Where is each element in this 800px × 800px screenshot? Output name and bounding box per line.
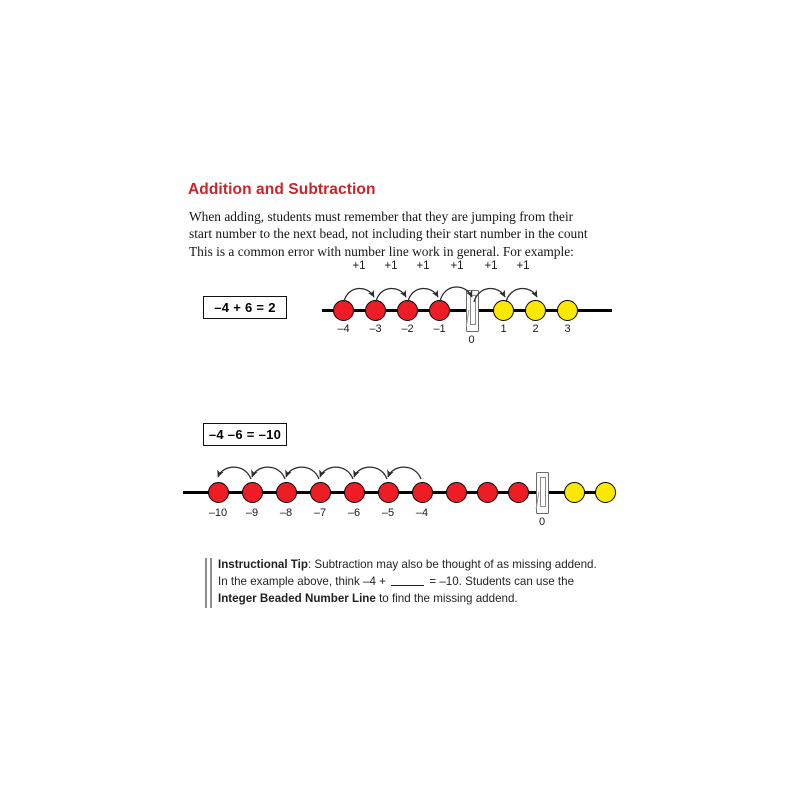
instructional-tip-box — [205, 556, 638, 608]
number-line-subtraction — [183, 491, 603, 528]
label-minus-4: –4 — [337, 323, 350, 335]
missing-addend-blank — [391, 574, 424, 586]
label-3: 3 — [564, 323, 571, 335]
tip-label: Instructional Tip — [218, 558, 308, 571]
label2-zero: 0 — [538, 516, 546, 528]
tip-accent-bar-right — [210, 558, 212, 608]
jump-label-1: +1 — [352, 260, 366, 272]
label2-minus-7: –7 — [313, 507, 327, 519]
intro-paragraph — [189, 208, 631, 260]
label2-minus-8: –8 — [279, 507, 293, 519]
label2-minus-5: –5 — [381, 507, 395, 519]
label-minus-1: –1 — [433, 323, 446, 335]
tip-line-2 — [218, 573, 638, 590]
tip-product-name: Integer Beaded Number Line — [218, 592, 376, 606]
jump-label-3: +1 — [416, 260, 430, 272]
tip-line-3-rest: to find the missing addend. — [375, 592, 518, 606]
tip-accent-bar-left — [205, 558, 207, 608]
tip-line-3 — [218, 590, 638, 607]
intro-line-1: When adding, students must remember that they are jumping from their — [189, 209, 574, 224]
label2-minus-10: –10 — [208, 507, 228, 519]
label2-minus-6: –6 — [347, 507, 361, 519]
jump-arcs-subtraction — [183, 451, 603, 491]
label-minus-2: –2 — [401, 323, 414, 335]
tip-line-1 — [218, 556, 638, 573]
tip-line-2-b: = –10. Students can use the — [426, 575, 575, 589]
jump-label-6: +1 — [516, 260, 530, 272]
label-zero: 0 — [468, 334, 475, 346]
label-1: 1 — [500, 323, 507, 335]
intro-line-3: This is a common error with number line work in general. For example: — [189, 243, 574, 259]
label-minus-3: –3 — [369, 323, 382, 335]
equation-box-subtraction: –4 –6 = –10 — [203, 423, 287, 446]
label-2: 2 — [532, 323, 539, 335]
tip-line-1-rest: : Subtraction may also be thought of as missing addend. — [307, 558, 597, 571]
equation-box-addition: –4 + 6 = 2 — [203, 296, 287, 319]
number-line-addition — [322, 260, 622, 346]
label2-minus-9: –9 — [245, 507, 259, 519]
jump-arcs-addition — [322, 269, 622, 309]
page-title: Addition and Subtraction — [188, 181, 376, 198]
jump-label-4: +1 — [450, 260, 464, 272]
label2-minus-4: –4 — [415, 507, 429, 519]
jump-label-2: +1 — [384, 260, 398, 272]
intro-line-2: start number to the next bead, not including their start number in the count — [189, 226, 588, 242]
tip-line-2-a: In the example above, think –4 + — [218, 575, 390, 589]
jump-label-5: +1 — [484, 260, 498, 272]
